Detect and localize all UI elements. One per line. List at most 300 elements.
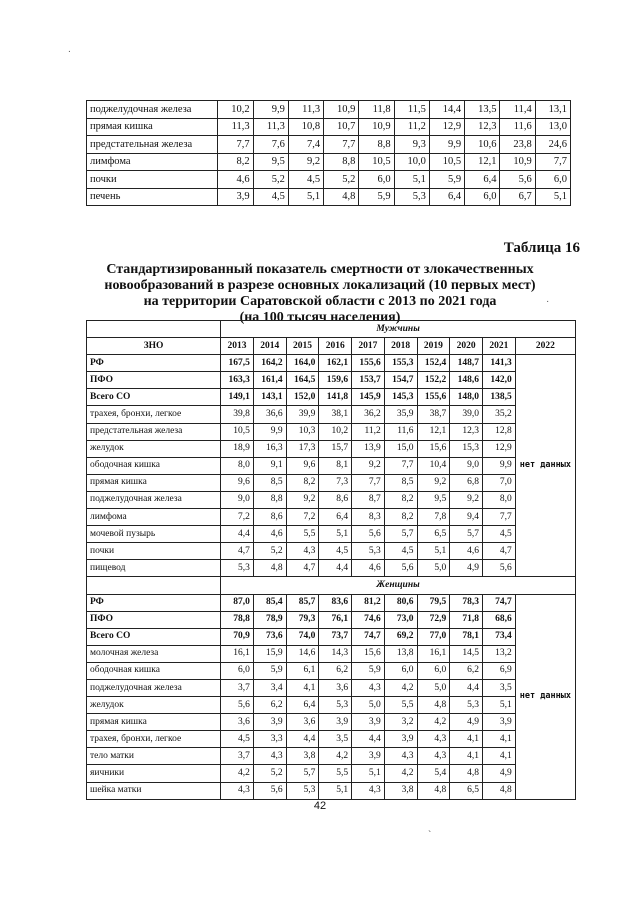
table-cell: 83,6 (319, 594, 352, 611)
table-cell: 5,9 (359, 188, 394, 206)
table-row (87, 628, 576, 645)
table-cell: 4,6 (218, 171, 253, 189)
table-cell: 73,4 (483, 628, 516, 645)
table-row (87, 440, 576, 457)
table-cell: 6,1 (286, 662, 319, 679)
table-cell: 16,1 (417, 645, 450, 662)
table-row (87, 171, 571, 189)
table-cell: 4,5 (319, 543, 352, 560)
table-cell: 11,3 (218, 118, 253, 136)
table-row (87, 543, 576, 560)
table-cell: 15,3 (450, 440, 483, 457)
table-cell: 9,9 (253, 423, 286, 440)
table-row (87, 491, 576, 508)
table-cell: 39,8 (221, 406, 254, 423)
table-cell: 9,5 (417, 491, 450, 508)
table-cell: 6,4 (429, 188, 464, 206)
table-cell: 11,3 (253, 118, 288, 136)
table-cell: 13,2 (483, 645, 516, 662)
row-label: трахея, бронхи, легкое (87, 731, 221, 748)
table-cell: 13,0 (535, 118, 570, 136)
table-cell: 4,4 (319, 560, 352, 577)
table-cell: 5,7 (384, 526, 417, 543)
table-cell: 6,4 (286, 697, 319, 714)
table-row (87, 645, 576, 662)
table-cell: 8,8 (253, 491, 286, 508)
table-row (87, 355, 576, 372)
table-cell: 6,0 (535, 171, 570, 189)
table-cell: 148,6 (450, 372, 483, 389)
table-cell: 5,6 (352, 526, 385, 543)
table-row (87, 526, 576, 543)
row-label: ободочная кишка (87, 662, 221, 679)
top-table-body (87, 101, 571, 206)
table-cell: 5,7 (286, 765, 319, 782)
table-cell: 5,2 (324, 171, 359, 189)
table-cell: 3,9 (253, 714, 286, 731)
table-cell: 12,9 (429, 118, 464, 136)
row-label: ПФО (87, 611, 221, 628)
table-row (87, 714, 576, 731)
table-cell: 155,3 (384, 355, 417, 372)
table-cell: 5,6 (500, 171, 535, 189)
table-cell: 4,3 (286, 543, 319, 560)
table-cell: 5,6 (221, 697, 254, 714)
table-cell: 36,2 (352, 406, 385, 423)
table-cell: 153,7 (352, 372, 385, 389)
table-row (87, 372, 576, 389)
table-cell: 10,8 (288, 118, 323, 136)
table-cell: 5,0 (352, 697, 385, 714)
row-label: яичники (87, 765, 221, 782)
table-cell: 11,8 (359, 101, 394, 119)
table-cell: 10,4 (417, 457, 450, 474)
table-cell: 142,0 (483, 372, 516, 389)
table-cell: 167,5 (221, 355, 254, 372)
table-row (87, 153, 571, 171)
table-cell: 74,7 (483, 594, 516, 611)
table-cell: 4,8 (483, 782, 516, 799)
row-label: почки (87, 171, 218, 189)
table-cell: 4,9 (483, 765, 516, 782)
section-label: Мужчины (221, 321, 576, 338)
header-year: 2020 (450, 338, 483, 355)
table-cell: 155,6 (352, 355, 385, 372)
table-cell: 9,3 (394, 136, 429, 154)
row-label: печень (87, 188, 218, 206)
table-cell: 8,8 (324, 153, 359, 171)
table-cell: 4,1 (483, 731, 516, 748)
table-cell: 4,3 (417, 748, 450, 765)
table-cell: 81,2 (352, 594, 385, 611)
table-cell: 4,1 (483, 748, 516, 765)
table-row (87, 662, 576, 679)
table-cell: 4,5 (483, 526, 516, 543)
table-cell: 4,2 (384, 679, 417, 696)
table-cell: 9,2 (417, 474, 450, 491)
table-cell: 12,1 (417, 423, 450, 440)
table-cell: 4,7 (483, 543, 516, 560)
row-label: поджелудочная железа (87, 101, 218, 119)
table-cell: 35,2 (483, 406, 516, 423)
row-label: ободочная кишка (87, 457, 221, 474)
header-year: 2013 (221, 338, 254, 355)
table-title-line-4: (на 100 тысяч населения) (239, 310, 401, 325)
table-cell: 38,7 (417, 406, 450, 423)
table-cell: 78,8 (221, 611, 254, 628)
table-cell: 3,6 (286, 714, 319, 731)
row-label: ПФО (87, 372, 221, 389)
table-cell: 4,6 (352, 560, 385, 577)
table-row (87, 765, 576, 782)
table-cell: 4,3 (253, 748, 286, 765)
table-cell: 5,6 (253, 782, 286, 799)
table-cell: 10,5 (429, 153, 464, 171)
table-cell: 14,6 (286, 645, 319, 662)
table-cell: 3,6 (221, 714, 254, 731)
table-cell: 78,3 (450, 594, 483, 611)
mortality-table (86, 320, 576, 800)
table-cell: 3,7 (221, 748, 254, 765)
header-year: 2017 (352, 338, 385, 355)
table-cell: 3,9 (352, 714, 385, 731)
table-cell: 164,5 (286, 372, 319, 389)
table-cell: 9,9 (483, 457, 516, 474)
table-cell: 5,9 (253, 662, 286, 679)
table-cell: 8,2 (384, 509, 417, 526)
table-cell: 5,3 (221, 560, 254, 577)
table-cell: 3,2 (384, 714, 417, 731)
table-cell: 72,9 (417, 611, 450, 628)
table-cell: 16,3 (253, 440, 286, 457)
table-cell: 10,3 (286, 423, 319, 440)
table-cell: 36,6 (253, 406, 286, 423)
table-cell: 9,0 (221, 491, 254, 508)
table-cell: 4,5 (221, 731, 254, 748)
table-cell: 6,5 (450, 782, 483, 799)
table-cell: 4,2 (417, 714, 450, 731)
table-cell: 35,9 (384, 406, 417, 423)
table-cell: 12,1 (465, 153, 500, 171)
table-cell: 7,2 (221, 509, 254, 526)
table-cell: 8,6 (253, 509, 286, 526)
table-cell: 9,9 (253, 101, 288, 119)
scan-speck: ` (428, 830, 432, 841)
table-cell: 5,2 (253, 543, 286, 560)
table-row (87, 406, 576, 423)
table-row (87, 594, 576, 611)
table-cell: 10,7 (324, 118, 359, 136)
table-cell: 145,9 (352, 389, 385, 406)
table-cell: 15,7 (319, 440, 352, 457)
row-label: лимфома (87, 509, 221, 526)
table-row (87, 509, 576, 526)
table-cell: 138,5 (483, 389, 516, 406)
row-label: почки (87, 543, 221, 560)
table-cell: 5,6 (384, 560, 417, 577)
table-cell: 152,0 (286, 389, 319, 406)
table-cell: 7,7 (535, 153, 570, 171)
table-cell: 4,4 (286, 731, 319, 748)
table-cell: 7,7 (218, 136, 253, 154)
table-row (87, 423, 576, 440)
header-year: 2018 (384, 338, 417, 355)
table-cell: 17,3 (286, 440, 319, 457)
table-cell: 15,6 (417, 440, 450, 457)
table-cell: 14,4 (429, 101, 464, 119)
table-cell: 3,5 (319, 731, 352, 748)
table-cell: 3,4 (253, 679, 286, 696)
row-label: Всего СО (87, 389, 221, 406)
table-cell: 9,2 (286, 491, 319, 508)
table-cell: 3,7 (221, 679, 254, 696)
table-cell: 73,6 (253, 628, 286, 645)
no-data-cell: нет данных (515, 355, 575, 577)
table-cell: 4,1 (450, 731, 483, 748)
table-cell: 4,3 (352, 782, 385, 799)
table-cell: 8,5 (384, 474, 417, 491)
table-cell: 8,7 (352, 491, 385, 508)
header-year: 2021 (483, 338, 516, 355)
table-cell: 5,4 (417, 765, 450, 782)
table-cell: 8,8 (359, 136, 394, 154)
header-year: 2015 (286, 338, 319, 355)
section-row (87, 321, 576, 338)
table-cell: 5,6 (483, 560, 516, 577)
table-cell: 3,3 (253, 731, 286, 748)
table-cell: 78,9 (253, 611, 286, 628)
table-cell: 6,0 (384, 662, 417, 679)
header-zno: ЗНО (87, 338, 221, 355)
scan-speck: · (546, 296, 550, 307)
table-cell: 3,9 (352, 748, 385, 765)
header-year: 2014 (253, 338, 286, 355)
table-title-line-3: на территории Саратовской области с 2013 по 2021 года (143, 294, 497, 309)
table-cell: 4,3 (417, 731, 450, 748)
table-cell: 5,1 (394, 171, 429, 189)
scan-speck: . (68, 44, 71, 55)
table-cell: 10,9 (359, 118, 394, 136)
table-cell: 145,3 (384, 389, 417, 406)
table-cell: 87,0 (221, 594, 254, 611)
table-cell: 11,6 (500, 118, 535, 136)
table-cell: 85,7 (286, 594, 319, 611)
row-label: желудок (87, 440, 221, 457)
table-cell: 8,0 (483, 491, 516, 508)
table-cell: 10,0 (394, 153, 429, 171)
table-cell: 38,1 (319, 406, 352, 423)
table-cell: 5,2 (253, 171, 288, 189)
table-cell: 6,0 (465, 188, 500, 206)
top-table-continued (86, 100, 571, 206)
page-number: 42 (313, 800, 327, 812)
table-cell: 7,8 (417, 509, 450, 526)
table-cell: 154,7 (384, 372, 417, 389)
table-cell: 4,3 (352, 679, 385, 696)
table-cell: 164,0 (286, 355, 319, 372)
table-cell: 39,9 (286, 406, 319, 423)
table-cell: 5,9 (352, 662, 385, 679)
table-cell: 18,9 (221, 440, 254, 457)
table-cell: 15,0 (384, 440, 417, 457)
table-cell: 8,6 (319, 491, 352, 508)
table-row (87, 101, 571, 119)
table-cell: 23,8 (500, 136, 535, 154)
table-cell: 14,3 (319, 645, 352, 662)
table-cell: 9,9 (429, 136, 464, 154)
table-cell: 6,8 (450, 474, 483, 491)
table-cell: 3,8 (286, 748, 319, 765)
table-cell: 74,0 (286, 628, 319, 645)
table-cell: 6,0 (359, 171, 394, 189)
table-cell: 3,8 (384, 782, 417, 799)
table-cell: 9,0 (450, 457, 483, 474)
table-cell: 14,5 (450, 645, 483, 662)
no-data-cell: нет данных (515, 594, 575, 799)
row-label: прямая кишка (87, 474, 221, 491)
table-cell: 73,0 (384, 611, 417, 628)
table-cell: 4,4 (352, 731, 385, 748)
table-cell: 5,2 (253, 765, 286, 782)
table-cell: 6,4 (319, 509, 352, 526)
table-cell: 71,8 (450, 611, 483, 628)
table-cell: 8,1 (319, 457, 352, 474)
table-cell: 10,9 (324, 101, 359, 119)
table-cell: 159,6 (319, 372, 352, 389)
table-cell: 6,0 (221, 662, 254, 679)
table-cell: 6,2 (253, 697, 286, 714)
table-cell: 13,1 (535, 101, 570, 119)
header-year: 2022 (515, 338, 575, 355)
table-cell: 3,9 (319, 714, 352, 731)
table-cell: 10,5 (359, 153, 394, 171)
table-row (87, 118, 571, 136)
table-cell: 13,9 (352, 440, 385, 457)
table-cell: 5,0 (417, 560, 450, 577)
table-cell: 7,4 (288, 136, 323, 154)
table-row (87, 389, 576, 406)
table-cell: 73,7 (319, 628, 352, 645)
table-cell: 4,5 (253, 188, 288, 206)
table-cell: 8,5 (253, 474, 286, 491)
table-cell: 15,9 (253, 645, 286, 662)
table-cell: 4,8 (450, 765, 483, 782)
table-cell: 9,4 (450, 509, 483, 526)
row-label: Всего СО (87, 628, 221, 645)
table-cell: 163,3 (221, 372, 254, 389)
table-cell: 24,6 (535, 136, 570, 154)
table-cell: 11,3 (288, 101, 323, 119)
table-cell: 9,2 (352, 457, 385, 474)
table-cell: 16,1 (221, 645, 254, 662)
table-cell: 143,1 (253, 389, 286, 406)
table-cell: 9,6 (221, 474, 254, 491)
row-label: прямая кишка (87, 118, 218, 136)
row-label: шейка матки (87, 782, 221, 799)
header-year: 2019 (417, 338, 450, 355)
table-cell: 7,7 (324, 136, 359, 154)
table-title-line-2: новообразований в разрезе основных локализаций (10 первых мест) (104, 278, 536, 293)
table-cell: 70,9 (221, 628, 254, 645)
table-cell: 4,2 (384, 765, 417, 782)
table-cell: 4,7 (221, 543, 254, 560)
table-cell: 80,6 (384, 594, 417, 611)
table-cell: 4,1 (286, 679, 319, 696)
table-row (87, 748, 576, 765)
table-cell: 7,0 (483, 474, 516, 491)
table-row (87, 679, 576, 696)
section-spacer (87, 577, 221, 594)
table-cell: 3,9 (384, 731, 417, 748)
table-cell: 8,0 (221, 457, 254, 474)
table-cell: 7,6 (253, 136, 288, 154)
table-cell: 4,3 (221, 782, 254, 799)
table-cell: 74,6 (352, 611, 385, 628)
table-cell: 152,4 (417, 355, 450, 372)
table-cell: 5,1 (417, 543, 450, 560)
table-cell: 10,6 (465, 136, 500, 154)
table-cell: 141,8 (319, 389, 352, 406)
table-cell: 152,2 (417, 372, 450, 389)
table-cell: 4,6 (450, 543, 483, 560)
table-cell: 12,8 (483, 423, 516, 440)
table-cell: 155,6 (417, 389, 450, 406)
table-cell: 6,0 (417, 662, 450, 679)
table-row (87, 136, 571, 154)
table-cell: 11,2 (394, 118, 429, 136)
table-row (87, 611, 576, 628)
mortality-table-body (87, 321, 576, 800)
table-cell: 12,9 (483, 440, 516, 457)
table-cell: 11,4 (500, 101, 535, 119)
table-cell: 11,2 (352, 423, 385, 440)
table-cell: 5,1 (535, 188, 570, 206)
table-cell: 11,6 (384, 423, 417, 440)
table-cell: 76,1 (319, 611, 352, 628)
table-cell: 7,3 (319, 474, 352, 491)
table-cell: 10,9 (500, 153, 535, 171)
table-cell: 69,2 (384, 628, 417, 645)
row-label: поджелудочная железа (87, 679, 221, 696)
table-cell: 85,4 (253, 594, 286, 611)
table-cell: 141,3 (483, 355, 516, 372)
table-cell: 3,6 (319, 679, 352, 696)
table-cell: 5,3 (352, 543, 385, 560)
table-cell: 9,2 (450, 491, 483, 508)
table-cell: 5,1 (319, 526, 352, 543)
table-cell: 3,9 (218, 188, 253, 206)
table-cell: 4,8 (417, 697, 450, 714)
table-cell: 4,9 (450, 714, 483, 731)
table-title-line-1: Стандартизированный показатель смертности от злокачественных (106, 262, 534, 277)
table-cell: 5,1 (319, 782, 352, 799)
row-label: поджелудочная железа (87, 491, 221, 508)
table-cell: 11,5 (394, 101, 429, 119)
row-label: тело матки (87, 748, 221, 765)
table-cell: 8,2 (384, 491, 417, 508)
table-cell: 7,7 (483, 509, 516, 526)
table-cell: 4,5 (384, 543, 417, 560)
table-cell: 4,4 (221, 526, 254, 543)
row-label: трахея, бронхи, легкое (87, 406, 221, 423)
row-label: мочевой пузырь (87, 526, 221, 543)
row-label: желудок (87, 697, 221, 714)
table-cell: 5,3 (286, 782, 319, 799)
table-cell: 10,2 (319, 423, 352, 440)
table-row (87, 560, 576, 577)
table-cell: 5,1 (352, 765, 385, 782)
table-cell: 6,2 (319, 662, 352, 679)
